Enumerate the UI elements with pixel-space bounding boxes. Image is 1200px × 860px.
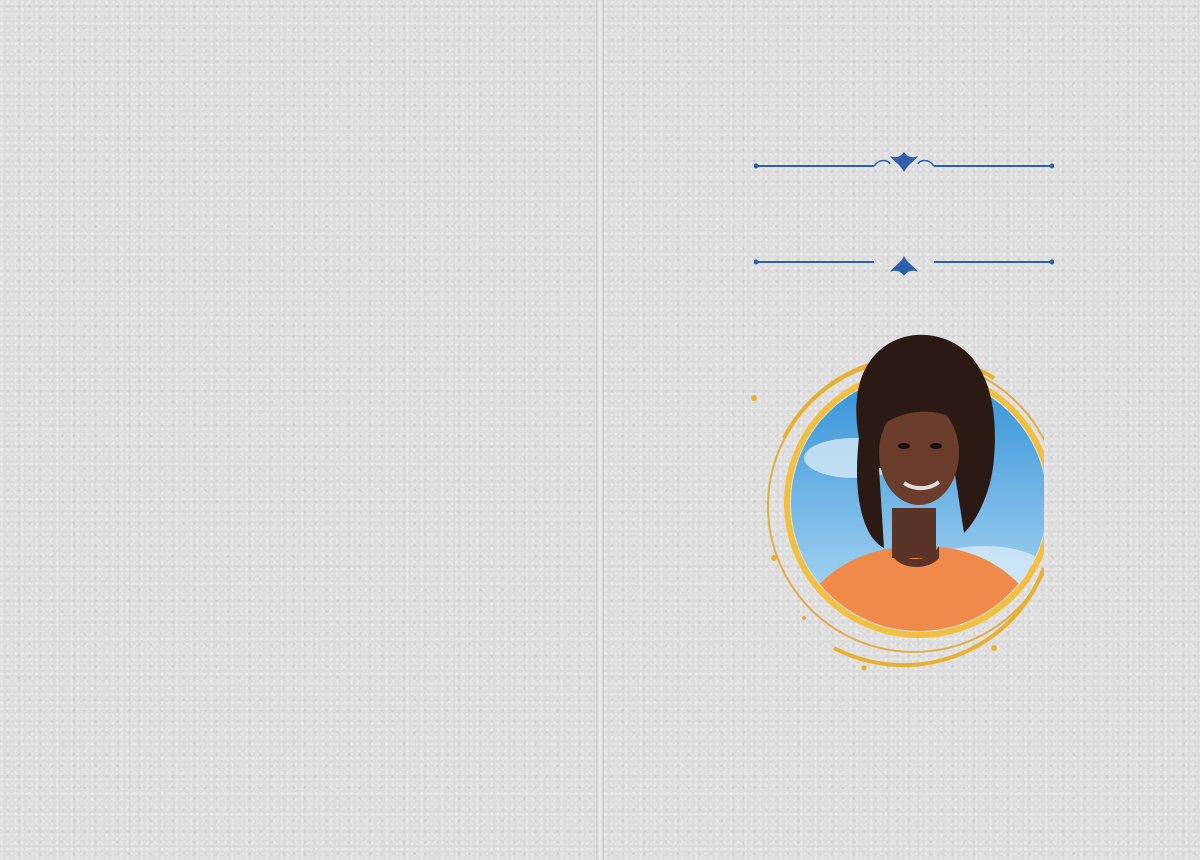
left-page [0,0,596,860]
right-page [604,0,1200,860]
portrait-photo [744,318,1044,678]
ornament-bottom-icon [754,254,1054,278]
acknowledgements [56,62,576,113]
page-fold [596,0,604,860]
ornament-top-icon [754,150,1054,174]
